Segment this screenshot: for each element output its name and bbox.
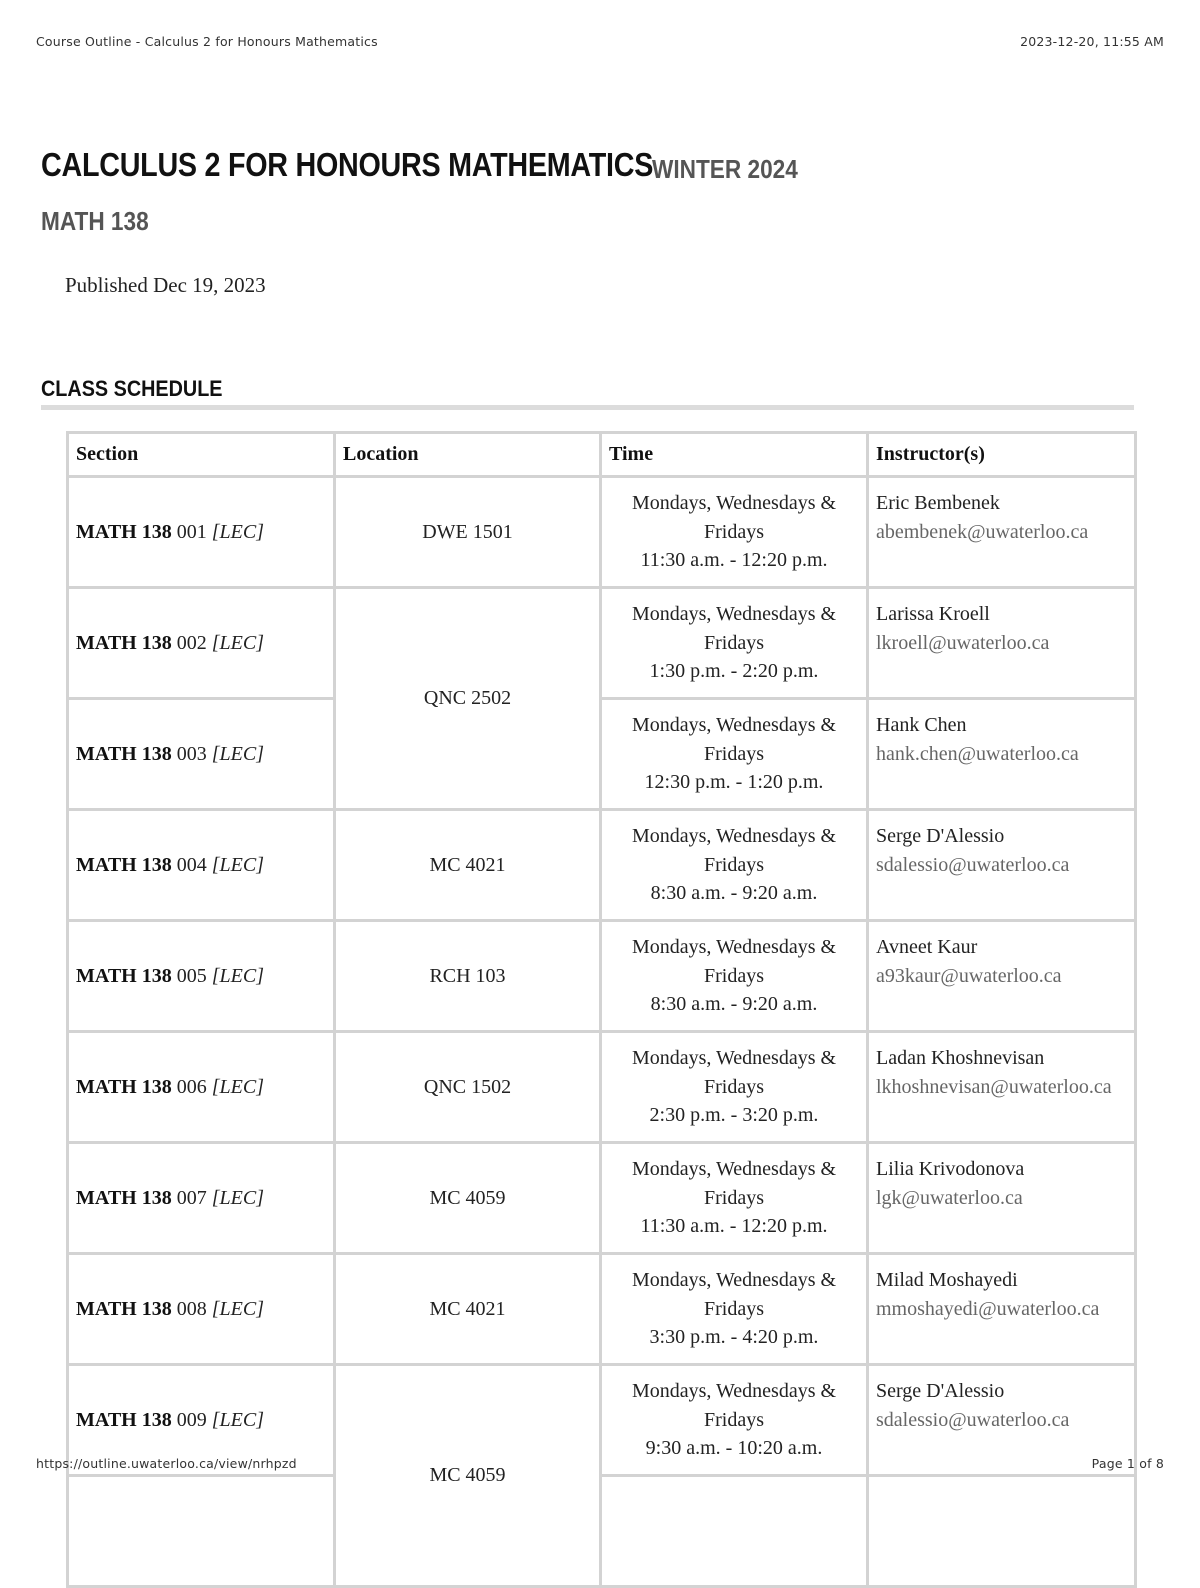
days: Mondays, Wednesdays & [631,1158,837,1180]
time-range: 1:30 p.m. - 2:20 p.m. [649,660,819,682]
time-range: 3:30 p.m. - 4:20 p.m. [649,1326,819,1348]
section-cell [68,1254,335,1365]
section-cell [68,1143,335,1254]
header-time: Time [601,433,868,477]
section-code: MATH 138 [76,853,172,876]
section-cell [68,1032,335,1143]
instructor-email[interactable]: lgk@uwaterloo.ca [876,1187,1023,1209]
location-cell: DWE 1501 [335,477,601,588]
section-type: [LEC] [211,1408,264,1431]
published-date: Published Dec 19, 2023 [65,273,266,297]
table-row [68,1143,1136,1254]
section-code: MATH 138 [76,631,172,654]
instructor-cell [868,1476,1136,1587]
page-number: Page 1 of 8 [1091,1456,1164,1471]
instructor-cell [868,477,1136,588]
instructor-name: Avneet Kaur [876,936,978,958]
section-cell [68,1476,335,1587]
instructor-cell [868,699,1136,810]
days: Mondays, Wednesdays & [631,936,837,958]
section-divider [41,405,1134,410]
time-range: 9:30 a.m. - 10:20 a.m. [645,1437,823,1459]
days-cont: Fridays [704,1186,764,1209]
section-code: MATH 138 [76,742,172,765]
instructor-name: Lilia Krivodonova [876,1158,1025,1180]
instructor-name: Milad Moshayedi [876,1269,1018,1291]
instructor-cell [868,810,1136,921]
days: Mondays, Wednesdays & [631,492,837,514]
table-row [68,588,1136,699]
days-cont: Fridays [704,853,764,876]
time-cell [601,921,868,1032]
table-row [68,1032,1136,1143]
days: Mondays, Wednesdays & [631,714,837,736]
section-code: MATH 138 [76,964,172,987]
section-code: MATH 138 [76,1408,172,1431]
days-cont: Fridays [704,1297,764,1320]
print-footer [36,1456,1164,1471]
instructor-cell [868,1143,1136,1254]
location-cell: QNC 2502 [335,588,601,810]
section-code: MATH 138 [76,1297,172,1320]
section-type: [LEC] [211,1075,264,1098]
time-range: 8:30 a.m. - 9:20 a.m. [650,993,818,1015]
instructor-cell [868,1032,1136,1143]
section-cell [68,810,335,921]
location-cell: QNC 1502 [335,1032,601,1143]
days: Mondays, Wednesdays & [631,825,837,847]
time-range: 8:30 a.m. - 9:20 a.m. [650,882,818,904]
instructor-email[interactable]: a93kaur@uwaterloo.ca [876,965,1062,987]
section-number: 009 [176,1408,207,1431]
instructor-name: Serge D'Alessio [876,1380,1005,1402]
table-row [68,699,1136,810]
location-cell: MC 4021 [335,810,601,921]
time-range: 12:30 p.m. - 1:20 p.m. [644,771,824,793]
instructor-name: Larissa Kroell [876,603,990,625]
days-cont: Fridays [704,1075,764,1098]
instructor-cell [868,588,1136,699]
instructor-email[interactable]: abembenek@uwaterloo.ca [876,521,1089,543]
table-row [68,477,1136,588]
course-term: WINTER 2024 [652,154,798,184]
time-cell [601,810,868,921]
section-type: [LEC] [211,1297,264,1320]
instructor-name: Serge D'Alessio [876,825,1005,847]
print-header [36,34,1164,49]
days-cont: Fridays [704,742,764,765]
section-number: 008 [176,1297,207,1320]
section-cell [68,477,335,588]
instructor-email[interactable]: mmoshayedi@uwaterloo.ca [876,1298,1100,1320]
time-range: 11:30 a.m. - 12:20 p.m. [640,549,828,571]
days: Mondays, Wednesdays & [631,1269,837,1291]
course-code: MATH 138 [41,206,149,236]
section-number: 006 [176,1075,207,1098]
header-location: Location [335,433,601,477]
days-cont: Fridays [704,964,764,987]
table-header-row [68,433,1136,477]
time-cell [601,699,868,810]
section-cell [68,588,335,699]
class-schedule-heading: CLASS SCHEDULE [41,376,223,401]
section-number: 005 [176,964,207,987]
instructor-email[interactable]: sdalessio@uwaterloo.ca [876,854,1070,876]
time-range: 11:30 a.m. - 12:20 p.m. [640,1215,828,1237]
section-type: [LEC] [211,853,264,876]
header-instructors: Instructor(s) [868,433,1136,477]
days-cont: Fridays [704,1408,764,1431]
days-cont: Fridays [704,631,764,654]
time-cell [601,1143,868,1254]
instructor-cell [868,921,1136,1032]
section-cell [68,921,335,1032]
instructor-name: Eric Bembenek [876,492,1000,514]
section-number: 004 [176,853,207,876]
table-row [68,921,1136,1032]
section-type: [LEC] [211,742,264,765]
instructor-email[interactable]: sdalessio@uwaterloo.ca [876,1409,1070,1431]
table-row [68,1476,1136,1587]
section-type: [LEC] [211,1186,264,1209]
header-section: Section [68,433,335,477]
location-cell: MC 4059 [335,1365,601,1587]
print-header-title: Course Outline - Calculus 2 for Honours Mathematics [36,34,378,49]
section-type: [LEC] [211,520,264,543]
section-number: 001 [176,520,207,543]
instructor-email[interactable]: lkroell@uwaterloo.ca [876,632,1050,654]
time-cell [601,1254,868,1365]
section-cell [68,699,335,810]
time-cell [601,1476,868,1587]
table-row [68,810,1136,921]
instructor-cell [868,1254,1136,1365]
instructor-name: Hank Chen [876,714,967,736]
time-cell [601,1032,868,1143]
location-cell: MC 4021 [335,1254,601,1365]
page-url[interactable]: https://outline.uwaterloo.ca/view/nrhpzd [36,1456,297,1471]
section-code: MATH 138 [76,520,172,543]
section-number: 007 [176,1186,207,1209]
location-cell: MC 4059 [335,1143,601,1254]
days: Mondays, Wednesdays & [631,603,837,625]
section-type: [LEC] [211,964,264,987]
section-number: 003 [176,742,207,765]
table-row [68,1254,1136,1365]
days-cont: Fridays [704,520,764,543]
print-header-timestamp: 2023-12-20, 11:55 AM [1020,34,1164,49]
location-cell: RCH 103 [335,921,601,1032]
title-row [41,146,798,184]
instructor-name: Ladan Khoshnevisan [876,1047,1045,1069]
section-type: [LEC] [211,631,264,654]
instructor-email[interactable]: hank.chen@uwaterloo.ca [876,743,1079,765]
section-number: 002 [176,631,207,654]
section-code: MATH 138 [76,1075,172,1098]
time-range: 2:30 p.m. - 3:20 p.m. [649,1104,819,1126]
schedule-table [66,431,1137,1588]
time-cell [601,477,868,588]
days: Mondays, Wednesdays & [631,1047,837,1069]
instructor-email[interactable]: lkhoshnevisan@uwaterloo.ca [876,1076,1112,1098]
course-title: CALCULUS 2 FOR HONOURS MATHEMATICS [41,146,654,183]
time-cell [601,588,868,699]
days: Mondays, Wednesdays & [631,1380,837,1402]
section-code: MATH 138 [76,1186,172,1209]
